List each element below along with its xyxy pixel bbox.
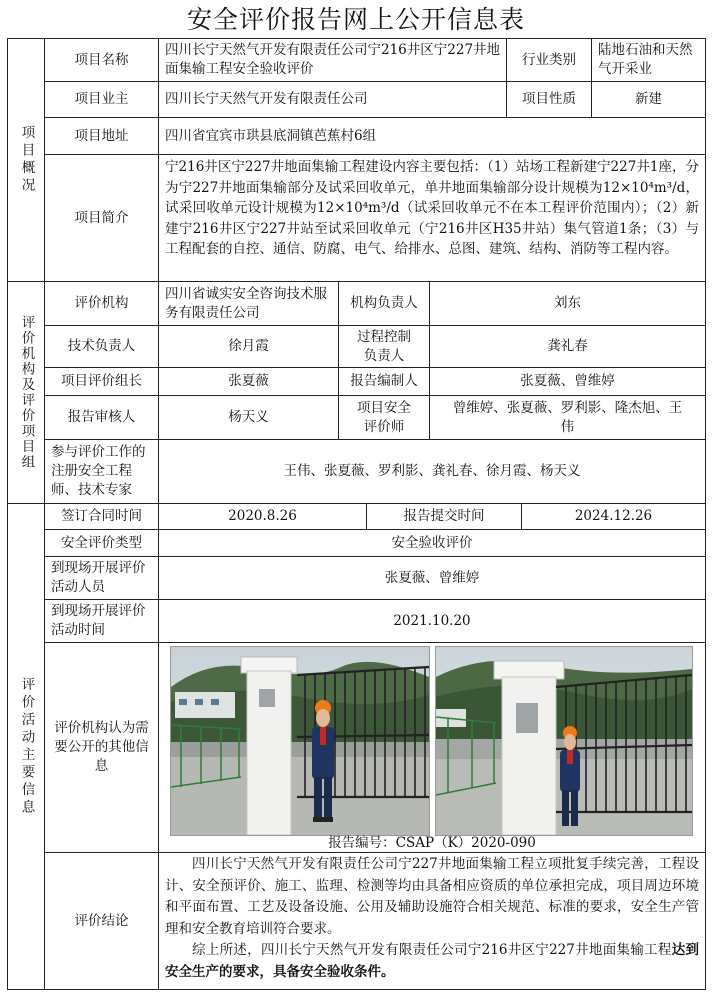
industry-value: 陆地石油和天然气开采业 <box>591 38 706 82</box>
conclusion-summary-text: 综上所述，四川长宁天然气开发有限责任公司宁216井区宁227井地面集输工程 <box>192 942 672 958</box>
project-nature-value: 新建 <box>591 81 706 118</box>
report-writer-value: 张夏薇、曾维婷 <box>429 367 706 396</box>
experts-label: 参与评价工作的注册安全工程师、技术专家 <box>44 439 159 504</box>
contract-date-label: 签订合同时间 <box>44 503 159 530</box>
report-writer-label: 报告编制人 <box>338 367 430 396</box>
site-photo-2 <box>435 646 693 836</box>
eval-type-label: 安全评价类型 <box>44 529 159 557</box>
project-intro-value: 宁216井区宁227井地面集输工程建设内容主要包括：（1）站场工程新建宁227井1座，分为宁227井地面集输部分及试采回收单元，单井地面集输部分设计规模为12×10⁴m³/d，试采回收单元设计规模为12×10⁴m³/d（试采回收单元不在本工程评价范围内）；（2）新建宁216井区宁227井站至试采回收单元（宁216井区H35井站）集气管道1条；（3）与工程配套的自控、通信、防腐、电气、给排水、总图、建筑、结构、消防等工程内容。 <box>158 154 706 282</box>
conclusion-label: 评价结论 <box>44 852 159 990</box>
process-control-value: 龚礼春 <box>429 325 706 368</box>
submit-date-label: 报告提交时间 <box>366 503 522 530</box>
org-head-value: 刘东 <box>429 281 706 326</box>
section-org-label: 评价机构及评价项目组 <box>7 281 45 504</box>
conclusion-verdict: 达到安全生产的要求，具备安全验收条件。 <box>165 942 699 980</box>
other-info-label: 评价机构认为需要公开的其他信息 <box>44 642 159 853</box>
process-control-label: 过程控制负责人 <box>338 325 430 368</box>
project-nature-label: 项目性质 <box>506 81 592 118</box>
eval-org-label: 评价机构 <box>44 281 159 326</box>
tech-head-value: 徐月霞 <box>158 325 339 368</box>
project-owner-value: 四川长宁天然气开发有限责任公司 <box>158 81 507 118</box>
onsite-time-label: 到现场开展评价活动时间 <box>44 599 159 643</box>
team-leader-label: 项目评价组长 <box>44 367 159 396</box>
contract-date-value: 2020.8.26 <box>158 503 367 530</box>
site-photo-2-image <box>436 647 692 835</box>
conclusion-paragraph-2 <box>165 940 699 983</box>
org-head-label: 机构负责人 <box>338 281 430 326</box>
eval-org-value: 四川省诚实安全咨询技术服务有限责任公司 <box>158 281 339 326</box>
conclusion-paragraph-1: 四川长宁天然气开发有限责任公司宁227井地面集输工程立项批复手续完善，工程设计、安全预评价、施工、监理、检测等均由具备相应资质的单位承担完成，项目周边环境和平面布置、工艺及设备设施、公用及辅助设施符合相关规范、标准的要求，安全生产管理和安全教育培训符合要求。 <box>165 856 699 937</box>
safety-evaluator-label: 项目安全评价师 <box>338 395 430 440</box>
industry-label: 行业类别 <box>506 38 592 82</box>
onsite-staff-label: 到现场开展评价活动人员 <box>44 556 159 600</box>
report-reviewer-label: 报告审核人 <box>44 395 159 440</box>
project-name-label: 项目名称 <box>44 38 159 82</box>
team-leader-value: 张夏薇 <box>158 367 339 396</box>
eval-type-value: 安全验收评价 <box>158 529 706 557</box>
project-address-value: 四川省宜宾市珙县底洞镇芭蕉村6组 <box>158 117 706 155</box>
report-number: 报告编号：CSAP（K）2020-090 <box>328 835 536 851</box>
page-title: 安全评价报告网上公开信息表 <box>186 5 525 34</box>
onsite-staff-value: 张夏薇、曾维婷 <box>158 556 706 600</box>
safety-evaluator-value: 曾维婷、张夏薇、罗利影、隆杰旭、王伟 <box>429 395 706 440</box>
project-owner-label: 项目业主 <box>44 81 159 118</box>
site-photo-1 <box>170 646 430 836</box>
report-reviewer-value: 杨天义 <box>158 395 339 440</box>
site-photo-1-image <box>171 647 429 835</box>
section-activity-label: 评价活动主要信息 <box>7 503 45 990</box>
project-name-value: 四川长宁天然气开发有限责任公司宁216井区宁227井地面集输工程安全验收评价 <box>158 38 507 82</box>
section-project-overview-label: 项目概况 <box>7 38 45 282</box>
submit-date-value: 2024.12.26 <box>521 503 706 530</box>
tech-head-label: 技术负责人 <box>44 325 159 368</box>
onsite-time-value: 2021.10.20 <box>158 599 706 643</box>
experts-value: 王伟、张夏薇、罗利影、龚礼春、徐月霞、杨天义 <box>158 439 706 504</box>
conclusion-cell <box>158 852 706 990</box>
project-intro-label: 项目简介 <box>44 154 159 282</box>
project-address-label: 项目地址 <box>44 117 159 155</box>
